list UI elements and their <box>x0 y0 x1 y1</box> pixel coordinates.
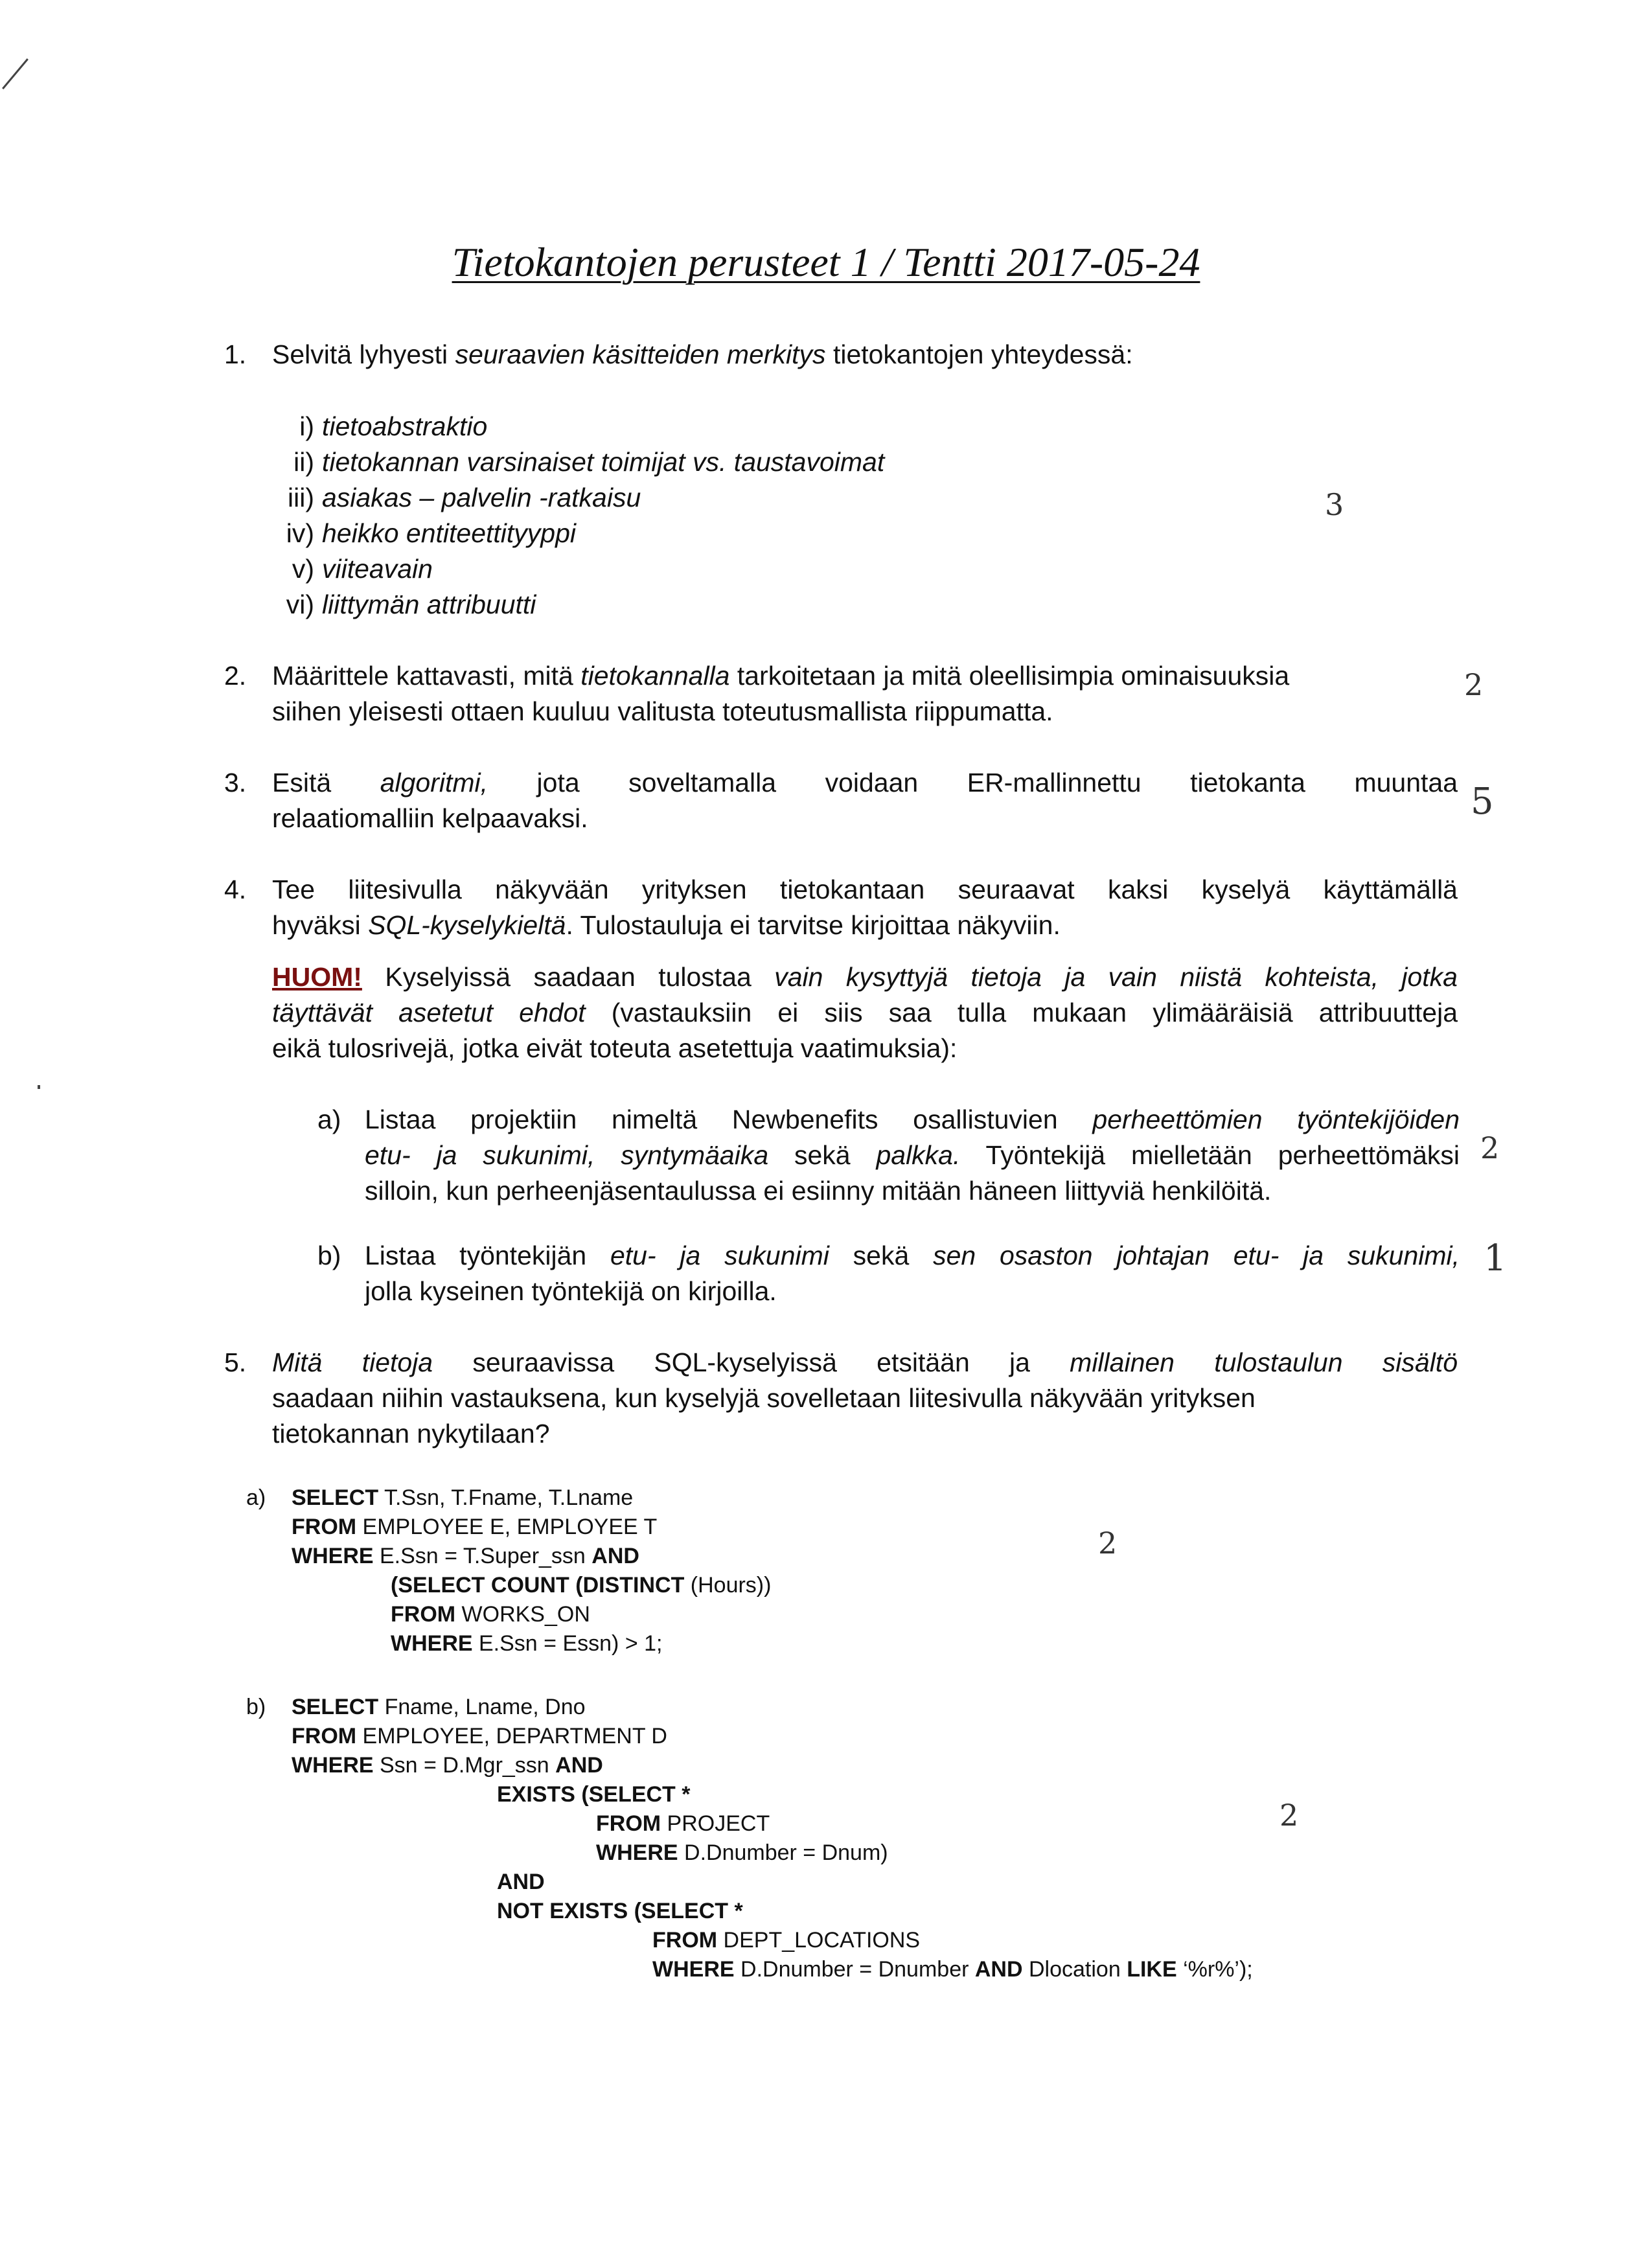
handwritten-score: 2 <box>1279 1798 1299 1833</box>
question-text: Mitä tietoja seuraavissa SQL-kyselyissä etsitään ja millainen tulostaulun sisältö <box>272 1347 1458 1377</box>
sql-line: FROM PROJECT <box>596 1811 770 1836</box>
question-text: Selvitä lyhyesti seuraavien käsitteiden merkitys tietokantojen yhteydessä: <box>272 339 1133 369</box>
list-item: tietokannan varsinaiset toimijat vs. taustavoimat <box>322 447 885 477</box>
handwritten-score: 1 <box>1484 1237 1507 1279</box>
subquestion-text: silloin, kun perheenjäsentaulussa ei esiinny mitään häneen liittyviä henkilöitä. <box>365 1176 1272 1206</box>
question-text: Esitä algoritmi, jota soveltamalla voidaan ER-mallinnettu tietokanta muuntaa <box>272 768 1458 797</box>
subquestion-text: Listaa projektiin nimeltä Newbenefits osallistuvien perheettömien työntekijöiden <box>365 1105 1460 1134</box>
sql-line: SELECT T.Ssn, T.Fname, T.Lname <box>292 1485 634 1510</box>
sql-line: (SELECT COUNT (DISTINCT (Hours)) <box>391 1573 772 1598</box>
sql-line: WHERE Ssn = D.Mgr_ssn AND <box>292 1753 603 1778</box>
subquestion-label: a) <box>317 1105 341 1134</box>
code-label: a) <box>246 1485 266 1510</box>
sql-line: WHERE D.Dnumber = Dnum) <box>596 1840 888 1865</box>
question-number: 2. <box>224 661 247 691</box>
list-item-label: iv) <box>286 518 314 548</box>
note-text: täyttävät asetetut ehdot (vastauksiin ei siis saa tulla mukaan ylimääräisiä attribuutteja <box>272 998 1458 1027</box>
note-text: eikä tulosrivejä, jotka eivät toteuta asetettuja vaatimuksia): <box>272 1033 958 1063</box>
question-text: Tee liitesivulla näkyvään yrityksen tietokantaan seuraavat kaksi kyselyä käyttämällä <box>272 875 1458 904</box>
sql-line: FROM DEPT_LOCATIONS <box>652 1928 921 1953</box>
question-text: tietokannan nykytilaan? <box>272 1419 550 1449</box>
subquestion-text: Listaa työntekijän etu- ja sukunimi sekä sen osaston johtajan etu- ja sukunimi, <box>365 1241 1460 1270</box>
sql-line: WHERE E.Ssn = Essn) > 1; <box>391 1631 663 1656</box>
sql-line: FROM WORKS_ON <box>391 1602 590 1627</box>
question-number: 3. <box>224 768 247 797</box>
question-number: 4. <box>224 875 247 904</box>
scan-mark <box>38 1085 40 1089</box>
sql-line: FROM EMPLOYEE, DEPARTMENT D <box>292 1724 667 1748</box>
code-label: b) <box>246 1695 266 1719</box>
handwritten-score: 3 <box>1325 487 1344 522</box>
list-item-label: vi) <box>286 590 314 619</box>
sql-line: FROM EMPLOYEE E, EMPLOYEE T <box>292 1515 658 1539</box>
handwritten-score: 2 <box>1098 1526 1118 1561</box>
question-text: Määrittele kattavasti, mitä tietokannalla tarkoitetaan ja mitä oleellisimpia ominaisuuksia <box>272 661 1290 691</box>
sql-line: WHERE D.Dnumber = Dnumber AND Dlocation LIKE ‘%r%’); <box>652 1957 1253 1982</box>
sql-line: WHERE E.Ssn = T.Super_ssn AND <box>292 1544 639 1568</box>
note-text: HUOM! Kyselyissä saadaan tulostaa vain kysyttyjä tietoja ja vain niistä kohteista, jotka <box>272 962 1458 992</box>
sql-line: AND <box>497 1870 545 1894</box>
list-item-label: iii) <box>288 483 314 512</box>
question-text: relaatiomalliin kelpaavaksi. <box>272 803 588 833</box>
question-number: 1. <box>224 339 247 369</box>
list-item-label: v) <box>292 554 314 584</box>
list-item: tietoabstraktio <box>322 411 488 441</box>
page-title: Tietokantojen perusteet 1 / Tentti 2017-05-24 <box>452 239 1200 285</box>
subquestion-label: b) <box>317 1241 341 1270</box>
sql-line: SELECT Fname, Lname, Dno <box>292 1695 586 1719</box>
scan-mark <box>2 58 29 89</box>
list-item: liittymän attribuutti <box>322 590 536 619</box>
list-item-label: ii) <box>293 447 314 477</box>
handwritten-score: 5 <box>1471 781 1494 823</box>
question-text: hyväksi SQL-kyselykieltä. Tulostauluja ei tarvitse kirjoittaa näkyviin. <box>272 910 1061 940</box>
list-item: asiakas – palvelin -ratkaisu <box>322 483 641 512</box>
question-number: 5. <box>224 1347 247 1377</box>
subquestion-text: jolla kyseinen työntekijä on kirjoilla. <box>365 1276 777 1306</box>
sql-line: NOT EXISTS (SELECT * <box>497 1899 743 1923</box>
handwritten-score: 2 <box>1464 667 1484 702</box>
list-item: viiteavain <box>322 554 433 584</box>
list-item: heikko entiteettityyppi <box>322 518 577 548</box>
sql-line: EXISTS (SELECT * <box>497 1782 691 1807</box>
subquestion-text: etu- ja sukunimi, syntymäaika sekä palkka. Työntekijä mielletään perheettömäksi <box>365 1140 1460 1170</box>
list-item-label: i) <box>299 411 314 441</box>
handwritten-score: 2 <box>1480 1130 1500 1165</box>
question-text: saadaan niihin vastauksena, kun kyselyjä sovelletaan liitesivulla näkyvään yrityksen <box>272 1383 1256 1413</box>
question-text: siihen yleisesti ottaen kuuluu valitusta toteutusmallista riippumatta. <box>272 696 1053 726</box>
